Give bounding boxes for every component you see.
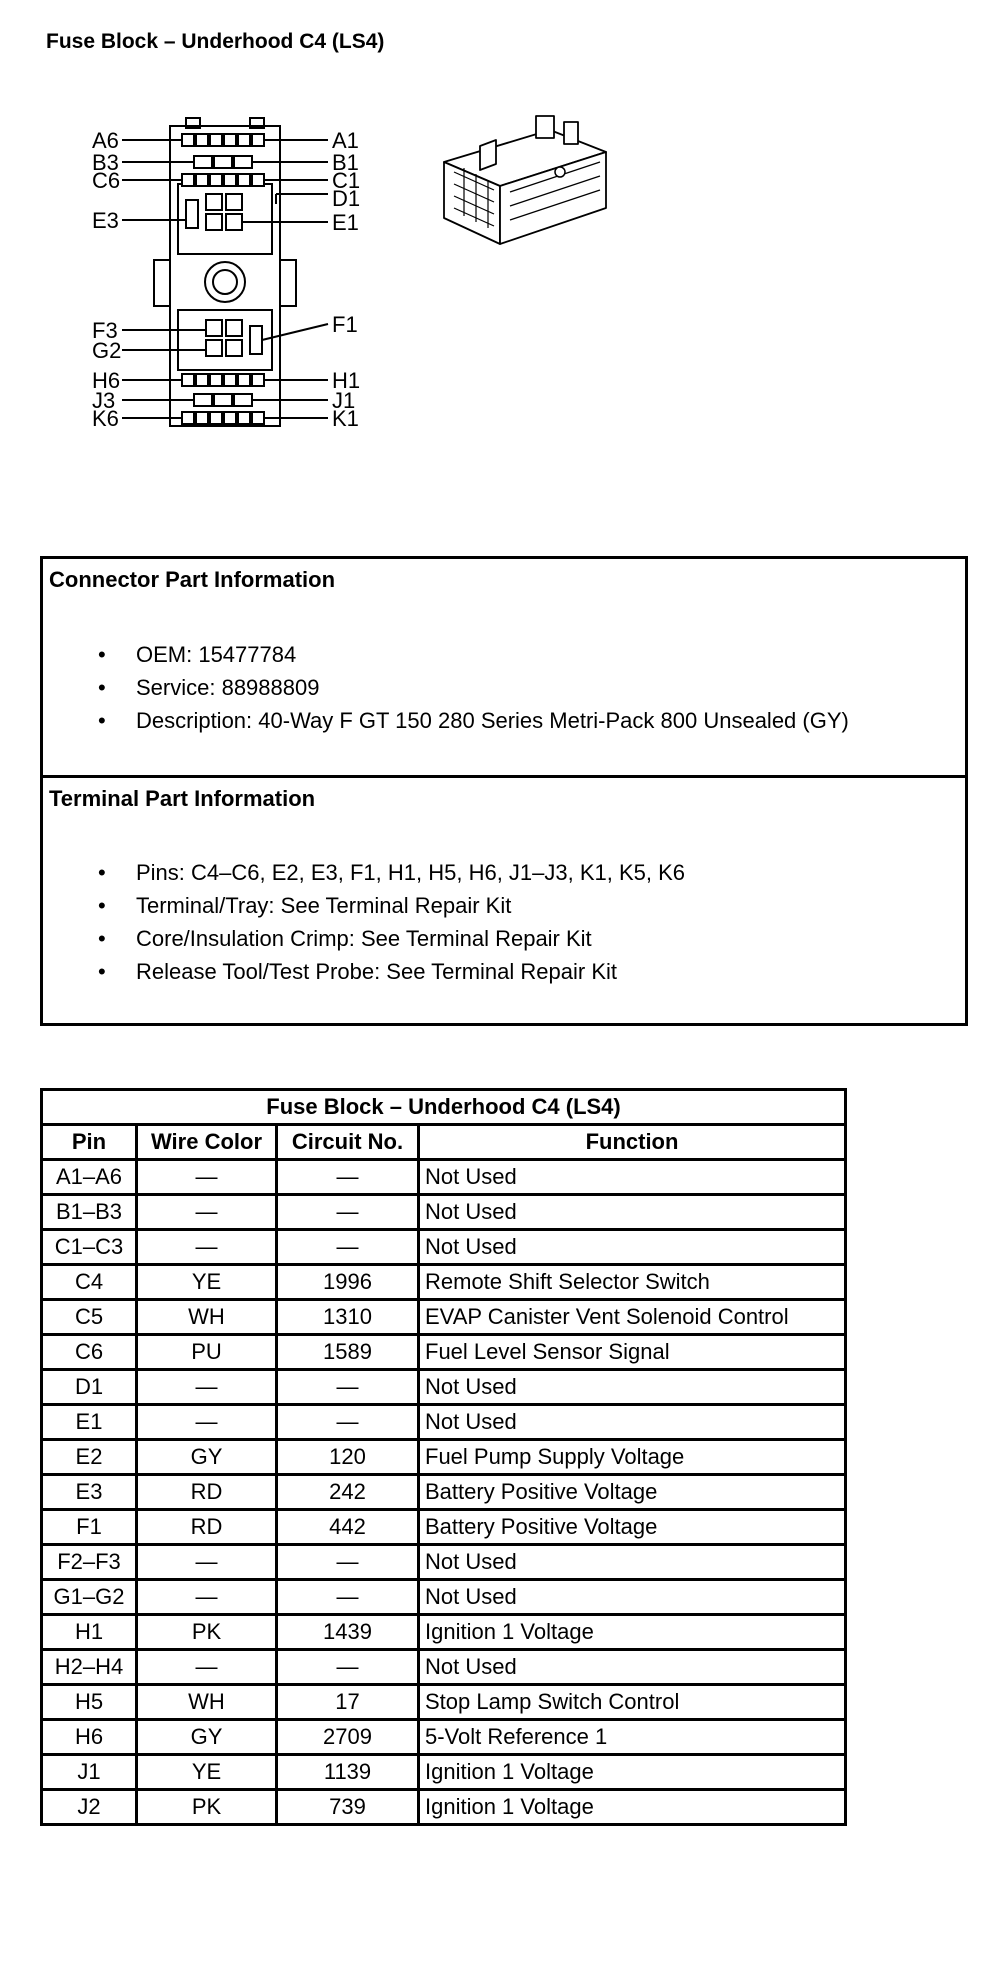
pin-label-c1: C1	[332, 168, 361, 193]
wire-color-cell: PU	[137, 1335, 277, 1370]
table-row	[42, 1580, 846, 1615]
column-header-pin: Pin	[42, 1125, 137, 1160]
wire-color-cell: —	[137, 1195, 277, 1230]
pin-label-d1: D1	[332, 186, 361, 211]
function-cell: Battery Positive Voltage	[419, 1510, 846, 1545]
list-item: • Terminal/Tray: See Terminal Repair Kit	[98, 889, 685, 922]
list-item: • Description: 40-Way F GT 150 280 Series Metri-Pack 800 Unsealed (GY)	[98, 704, 849, 737]
function-cell: Fuel Level Sensor Signal	[419, 1335, 846, 1370]
wire-color-cell: YE	[137, 1755, 277, 1790]
circuit-number-cell: 1439	[277, 1615, 419, 1650]
pin-cell: C6	[42, 1335, 137, 1370]
pin-label-f3: F3	[92, 318, 118, 343]
circuit-number-cell: —	[277, 1230, 419, 1265]
pin-label-b1: B1	[332, 150, 359, 175]
table-row	[42, 1370, 846, 1405]
table-row	[42, 1160, 846, 1195]
wire-color-cell: WH	[137, 1685, 277, 1720]
function-cell: Not Used	[419, 1405, 846, 1440]
wire-color-cell: RD	[137, 1510, 277, 1545]
connector-face-diagram	[90, 110, 380, 450]
pin-label-a1: A1	[332, 128, 359, 153]
terminal-info-title: Terminal Part Information	[49, 786, 316, 811]
connector-info-list	[98, 638, 849, 737]
pin-cell: B1–B3	[42, 1195, 137, 1230]
list-item: • Pins: C4–C6, E2, E3, F1, H1, H5, H6, J1–J3, K1, K5, K6	[98, 856, 685, 889]
connector-isometric-illustration	[440, 112, 610, 252]
pin-label-j3: J3	[92, 388, 116, 413]
wire-color-cell: —	[137, 1405, 277, 1440]
wire-color-cell: YE	[137, 1265, 277, 1300]
pin-cell: E3	[42, 1475, 137, 1510]
function-cell: Not Used	[419, 1545, 846, 1580]
pin-cell: H5	[42, 1685, 137, 1720]
table-row	[42, 1475, 846, 1510]
wire-color-cell: GY	[137, 1440, 277, 1475]
function-cell: Battery Positive Voltage	[419, 1475, 846, 1510]
pin-cell: H1	[42, 1615, 137, 1650]
circuit-number-cell: 17	[277, 1685, 419, 1720]
table-row	[42, 1615, 846, 1650]
pin-label-k6: K6	[92, 406, 119, 431]
table-row	[42, 1720, 846, 1755]
table-row	[42, 1440, 846, 1475]
function-cell: Not Used	[419, 1195, 846, 1230]
pin-label-g2: G2	[92, 338, 122, 363]
function-cell: Not Used	[419, 1230, 846, 1265]
function-cell: Not Used	[419, 1160, 846, 1195]
circuit-number-cell: —	[277, 1160, 419, 1195]
pin-cell: H6	[42, 1720, 137, 1755]
column-header-circuit-no: Circuit No.	[277, 1125, 419, 1160]
pin-table	[40, 1088, 847, 1826]
wire-color-cell: —	[137, 1230, 277, 1265]
function-cell: Not Used	[419, 1370, 846, 1405]
pin-label-h6: H6	[92, 368, 121, 393]
pin-label-a6: A6	[92, 128, 119, 153]
pin-cell: J2	[42, 1790, 137, 1825]
pin-cell: E2	[42, 1440, 137, 1475]
wire-color-cell: —	[137, 1650, 277, 1685]
table-row	[42, 1405, 846, 1440]
column-header-wire-color: Wire Color	[137, 1125, 277, 1160]
list-item: • Service: 88988809	[98, 671, 849, 704]
pin-label-j1: J1	[332, 388, 356, 413]
wire-color-cell: PK	[137, 1615, 277, 1650]
function-cell: Fuel Pump Supply Voltage	[419, 1440, 846, 1475]
table-row	[42, 1650, 846, 1685]
pin-cell: A1–A6	[42, 1160, 137, 1195]
circuit-number-cell: —	[277, 1405, 419, 1440]
circuit-number-cell: —	[277, 1195, 419, 1230]
circuit-number-cell: 442	[277, 1510, 419, 1545]
pin-label-h1: H1	[332, 368, 361, 393]
circuit-number-cell: 242	[277, 1475, 419, 1510]
wire-color-cell: RD	[137, 1475, 277, 1510]
circuit-number-cell: —	[277, 1580, 419, 1615]
circuit-number-cell: 1310	[277, 1300, 419, 1335]
list-item: • OEM: 15477784	[98, 638, 849, 671]
pin-cell: C4	[42, 1265, 137, 1300]
pin-cell: G1–G2	[42, 1580, 137, 1615]
function-cell: 5-Volt Reference 1	[419, 1720, 846, 1755]
function-cell: Ignition 1 Voltage	[419, 1755, 846, 1790]
terminal-part-information	[43, 778, 965, 1023]
page-title: Fuse Block – Underhood C4 (LS4)	[46, 30, 385, 53]
function-cell: EVAP Canister Vent Solenoid Control	[419, 1300, 846, 1335]
circuit-number-cell: 1996	[277, 1265, 419, 1300]
table-row	[42, 1230, 846, 1265]
wire-color-cell: —	[137, 1370, 277, 1405]
pin-cell: C1–C3	[42, 1230, 137, 1265]
function-cell: Remote Shift Selector Switch	[419, 1265, 846, 1300]
pin-table-caption: Fuse Block – Underhood C4 (LS4)	[42, 1090, 846, 1125]
circuit-number-cell: 1139	[277, 1755, 419, 1790]
table-row	[42, 1545, 846, 1580]
pin-cell: D1	[42, 1370, 137, 1405]
wire-color-cell: WH	[137, 1300, 277, 1335]
pin-label-k1: K1	[332, 406, 359, 431]
table-row	[42, 1300, 846, 1335]
circuit-number-cell: 1589	[277, 1335, 419, 1370]
pin-cell: E1	[42, 1405, 137, 1440]
wire-color-cell: —	[137, 1545, 277, 1580]
pin-cell: C5	[42, 1300, 137, 1335]
column-header-function: Function	[419, 1125, 846, 1160]
table-row	[42, 1755, 846, 1790]
connector-part-information	[43, 559, 965, 778]
pin-label-b3: B3	[92, 150, 119, 175]
table-row	[42, 1510, 846, 1545]
function-cell: Not Used	[419, 1580, 846, 1615]
wire-color-cell: —	[137, 1580, 277, 1615]
connector-info-title: Connector Part Information	[49, 567, 336, 592]
part-information-box	[40, 556, 968, 1026]
circuit-number-cell: —	[277, 1545, 419, 1580]
circuit-number-cell: —	[277, 1370, 419, 1405]
wire-color-cell: —	[137, 1160, 277, 1195]
function-cell: Ignition 1 Voltage	[419, 1615, 846, 1650]
pin-label-c6: C6	[92, 168, 121, 193]
circuit-number-cell: 2709	[277, 1720, 419, 1755]
pin-label-e3: E3	[92, 208, 119, 233]
function-cell: Ignition 1 Voltage	[419, 1790, 846, 1825]
pin-cell: F1	[42, 1510, 137, 1545]
pin-table-body	[42, 1160, 846, 1825]
table-row	[42, 1335, 846, 1370]
pin-label-e1: E1	[332, 210, 359, 235]
list-item: • Release Tool/Test Probe: See Terminal Repair Kit	[98, 955, 685, 988]
circuit-number-cell: 739	[277, 1790, 419, 1825]
circuit-number-cell: —	[277, 1650, 419, 1685]
terminal-info-list	[98, 856, 685, 988]
pin-cell: H2–H4	[42, 1650, 137, 1685]
list-item: • Core/Insulation Crimp: See Terminal Repair Kit	[98, 922, 685, 955]
function-cell: Stop Lamp Switch Control	[419, 1685, 846, 1720]
table-row	[42, 1265, 846, 1300]
table-row	[42, 1195, 846, 1230]
function-cell: Not Used	[419, 1650, 846, 1685]
wire-color-cell: GY	[137, 1720, 277, 1755]
table-row	[42, 1790, 846, 1825]
circuit-number-cell: 120	[277, 1440, 419, 1475]
pin-cell: F2–F3	[42, 1545, 137, 1580]
wire-color-cell: PK	[137, 1790, 277, 1825]
pin-cell: J1	[42, 1755, 137, 1790]
pin-label-f1: F1	[332, 312, 358, 337]
table-row	[42, 1685, 846, 1720]
